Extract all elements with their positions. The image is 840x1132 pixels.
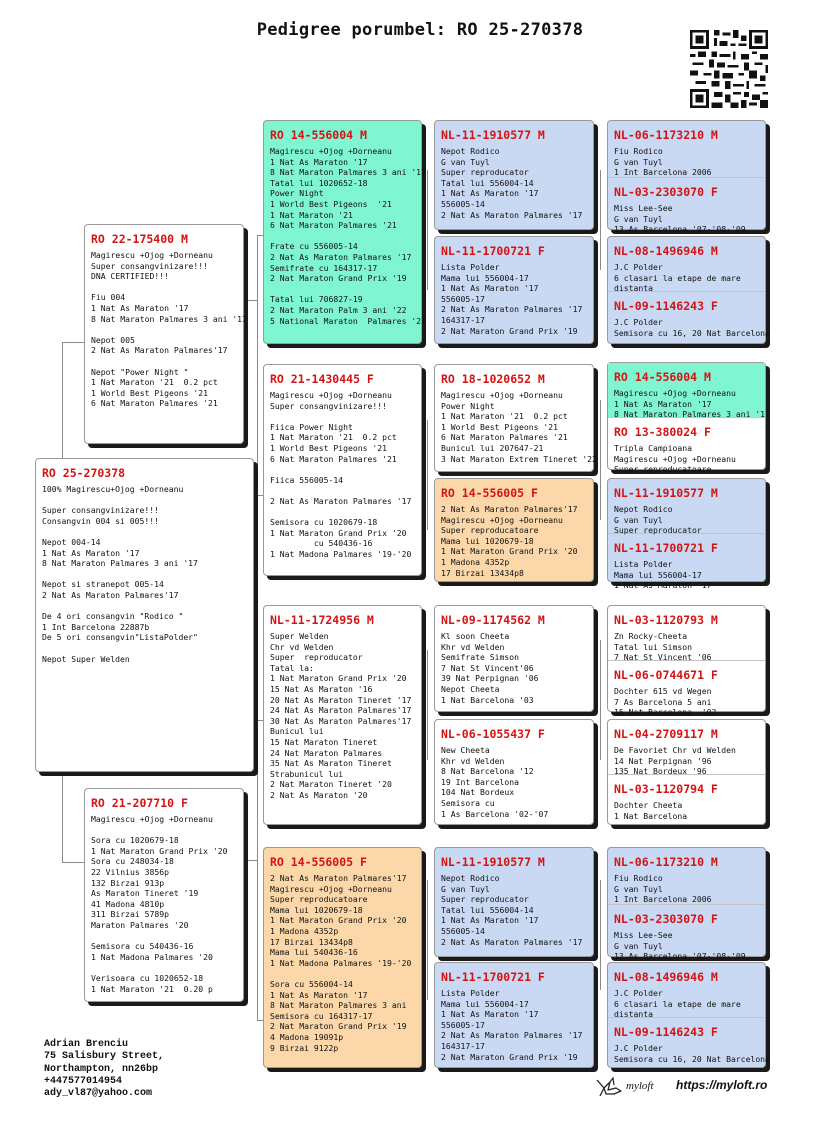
connector-line [244, 860, 257, 861]
owner-name: Adrian Brenciu [44, 1039, 129, 1050]
dam-card[interactable] [84, 788, 244, 1002]
description: Fiu Rodico G van Tuyl 1 Int Barcelona 2006 [614, 873, 712, 905]
description: De Favoriet Chr vd Welden 14 Nat Perpignan '96 135 Nat Bordeux '96 [614, 745, 736, 777]
connector-line [62, 772, 63, 862]
ring-id: NL-11-1910577 M [614, 486, 718, 500]
connector-line [427, 170, 428, 290]
ring-id: NL-11-1910577 M [441, 128, 545, 142]
great-grandparent-card[interactable] [434, 962, 594, 1068]
connector-line [244, 300, 257, 301]
ring-id: RO 14-556005 F [441, 486, 538, 500]
subject-ring-id: RO 25-270378 [42, 466, 126, 480]
description: Magirescu +Ojog +Dorneanu Power Night 1 Nat Maraton '21 0.2 pct 1 World Best Pigeons '21 6 Nat Maraton Palmares '21 Bunicul lui 207647-21 3 Nat Maraton Extrem Tineret '22 [441, 390, 597, 464]
ring-id: NL-11-1910577 M [441, 855, 545, 869]
ring-id: NL-06-1055437 F [441, 727, 545, 741]
website-link[interactable]: https://myloft.ro [676, 1078, 768, 1092]
description: Magirescu +Ojog +Dorneanu Super consangvinizare!!! Fiica Power Night 1 Nat Maraton '21 0.2 pct 1 World Best Pigeons '21 6 Nat Maraton Palmares '21 Fiica 556005-14 2 Nat As Maraton Palmares '17 Semisora cu 1020679-18 1 Nat Maraton Grand Prix '20 cu 540436-16 1 Nat Madona Palmares '19-'20 [270, 390, 412, 559]
description: Kl soon Cheeta Khr vd Welden Semifrate Simson 7 Nat St Vincent'06 39 Nat Perpignan '06 Nepot Cheeta 1 Nat Barcelona '03 [441, 631, 539, 705]
description: New Cheeta Khr vd Welden 8 Nat Barcelona '12 19 Int Barcelona 104 Nat Bordeux Semisora cu 1 As Barcelona '02-'07 [441, 745, 549, 819]
ring-id: RO 13-380024 F [614, 425, 711, 439]
description: Nepot Rodico G van Tuyl Super reproducator Tatal lui 556004-14 1 Nat As Maraton '17 556005-14 2 Nat As Maraton Palmares '17 [441, 146, 583, 220]
connector-line [427, 420, 428, 530]
description: Magirescu +Ojog +Dorneanu 1 Nat As Maraton '17 8 Nat Maraton Palmares 3 ani '17 Tatal lui 1020652-18 Power Night 1 World Best Pigeons '21 1 Nat Maraton '21 6 Nat Maraton Palmares '21 Frate cu 556005-14 2 Nat As Maraton Palmares '17 Semifrate cu 164317-17 2 Nat Maraton Grand Prix '19 Tatal lui 706827-19 2 Nat Maraton Palm 3 ani '22 5 National Maraton Palmares '21 [270, 146, 426, 326]
ring-id: NL-11-1700721 F [441, 970, 545, 984]
qr-code-icon[interactable] [690, 30, 768, 108]
description: 2 Nat As Maraton Palmares'17 Magirescu +Ojog +Dorneanu Super reproducatoare Mama lui 1020679-18 1 Nat Maraton Grand Prix '20 1 Madona 4352p 17 Birzai 13434p8 [441, 504, 578, 578]
great-grandparent-card[interactable] [434, 719, 594, 825]
great-grandparent-card[interactable] [434, 236, 594, 344]
description: J.C Polder 6 clasari la etape de mare distanta [614, 988, 741, 1020]
connector-line [600, 640, 601, 760]
connector-line [257, 235, 258, 495]
description: Lista Polder Mama lui 556004-17 1 Nat As Maraton '17 556005-17 2 Nat As Maraton Palmares '17 164317-17 2 Nat Maraton Grand Prix '19 [441, 988, 583, 1062]
subject-card[interactable] [35, 458, 254, 772]
description: Super Welden Chr vd Welden Super reproducator Tatal la: 1 Nat Maraton Grand Prix '20 15 Nat As Maraton '16 20 Nat As Maraton Tineret '17 24 Nat As Maraton Palmares'17 30 Nat As Maraton Palmares'17 Bunicul lui 15 Nat Maraton Tineret 24 Nat Maraton Palmares 35 Nat As Maraton Tineret Strabunicul lui 2 Nat Maraton Tineret '20 2 Nat As Maraton '20 [270, 631, 412, 800]
description: Fiu Rodico G van Tuyl 1 Int Barcelona 2006 [614, 146, 712, 178]
ring-id: NL-03-1120794 F [614, 782, 718, 796]
description: Lista Polder Mama lui 556004-17 1 Nat As Maraton '17 556005-17 2 Nat As Maraton Palmares '17 164317-17 2 Nat Maraton Grand Prix '19 [441, 262, 583, 336]
ring-id: NL-09-1146243 F [614, 1025, 718, 1039]
ring-id: NL-08-1496946 M [614, 244, 718, 258]
ring-id: NL-08-1496946 M [614, 970, 718, 984]
great-grandparent-card[interactable] [434, 605, 594, 712]
connector-line [427, 650, 428, 760]
ring-id: NL-09-1174562 M [441, 613, 545, 627]
gen4-pair-card[interactable] [607, 362, 770, 475]
dam-description: Magirescu +Ojog +Dorneanu Sora cu 1020679-18 1 Nat Maraton Grand Prix '20 Sora cu 248034-18 22 Vilnius 3856p 132 Birzai 913p As Maraton Tineret '19 41 Madona 4810p 311 Birzai 5789p Maraton Palmares '20 Semisora cu 540436-16 1 Nat Madona Palmares '20 Verisoara cu 1020652-18 1 Nat Maraton '21 0.20 p [91, 814, 228, 994]
description: Miss Lee-See G van Tuyl 13 As Barcelona '07-'08-'09 [614, 930, 746, 962]
gen4-pair-card[interactable] [607, 120, 766, 235]
owner-street: 75 Salisbury Street, [44, 1051, 165, 1063]
subject-description: 100% Magirescu+Ojog +Dorneanu Super consangvinizare!!! Consangvin 004 si 005!!! Nepot 004-14 1 Nat As Maraton '17 8 Nat Maraton Palmares 3 ani '17 Nepot si stranepot 005-14 2 Nat As Maraton Palmares'17 De 4 ori consangvin "Rodico " 1 Int Barcelona 22887b De 5 ori consangvin"ListaPolder" Nepot Super Welden [42, 484, 198, 664]
ring-id: RO 14-556004 M [270, 128, 367, 142]
ring-id: NL-03-2303070 F [614, 185, 718, 199]
gen4-pair-card[interactable] [607, 605, 766, 718]
connector-line [427, 880, 428, 1000]
grandparent-card[interactable] [263, 605, 422, 825]
sire-card[interactable] [84, 224, 247, 444]
ring-id: NL-03-1120793 M [614, 613, 718, 627]
ring-id: RO 18-1020652 M [441, 372, 545, 386]
description: 2 Nat As Maraton Palmares'17 Magirescu +Ojog +Dorneanu Super reproducatoare Mama lui 1020679-18 1 Nat Maraton Grand Prix '20 1 Madona 4352p 17 Birzai 13434p8 Mama lui 540436-16 1 Nat Madona Palmares '19-'20 Sora cu 556004-14 1 Nat As Maraton '17 8 Nat Maraton Palmares 3 ani Semisora cu 164317-17 2 Nat Maraton Grand Prix '19 4 Madona 19091p 9 Birzai 9122p [270, 873, 412, 1053]
ring-id: RO 14-556004 M [614, 370, 711, 384]
description: J.C Polder Semisora cu 16, 20 Nat Barcelona [614, 1043, 770, 1064]
gen4-pair-card[interactable] [607, 478, 766, 591]
connector-line [600, 170, 601, 270]
ring-id: RO 14-556005 F [270, 855, 367, 869]
ring-id: NL-11-1724956 M [270, 613, 374, 627]
gen4-pair-card[interactable] [607, 847, 766, 962]
grandparent-card[interactable] [263, 120, 426, 344]
connector-line [62, 862, 84, 863]
connector-line [62, 342, 84, 343]
description: Dochter 615 vd Wegen 7 As Barcelona 5 ani 15 Nat Barcelona '02 [614, 686, 717, 718]
connector-line [600, 880, 601, 990]
gen4-pair-card[interactable] [607, 719, 766, 825]
ring-id: NL-06-0744671 F [614, 668, 718, 682]
sire-description: Magirescu +Ojog +Dorneanu Super consangvinizare!!! DNA CERTIFIED!!! Fiu 004 1 Nat As Maraton '17 8 Nat Maraton Palmares 3 ani '17 Nepot 005 2 Nat As Maraton Palmares'17 Nepot "Power Night " 1 Nat Maraton '21 0.2 pct 1 World Best Pigeons '21 6 Nat Maraton Palmares '21 [91, 250, 247, 409]
description: Nepot Rodico G van Tuyl Super reproducator Tatal lui 556004-14 1 Nat As Maraton '17 556005-14 2 Nat As Maraton Palmares '17 [441, 873, 583, 947]
great-grandparent-card[interactable] [434, 478, 594, 582]
description: Nepot Rodico G van Tuyl Super reproducator [614, 504, 702, 536]
great-grandparent-card[interactable] [434, 120, 594, 230]
dam-ring-id: RO 21-207710 F [91, 796, 188, 810]
grandparent-card[interactable] [263, 364, 422, 576]
brand-name: myloft [626, 1080, 654, 1092]
ring-id: NL-11-1700721 F [441, 244, 545, 258]
connector-line [62, 342, 63, 459]
description: J.C Polder 6 clasari la etape de mare distanta [614, 262, 741, 294]
owner-email[interactable]: ady_vl87@yahoo.com [44, 1088, 153, 1100]
description: Dochter Cheeta 1 Nat Barcelona [614, 800, 688, 821]
gen4-pair-card[interactable] [607, 236, 770, 344]
ring-id: NL-03-2303070 F [614, 912, 718, 926]
page-title: Pedigree porumbel: RO 25-270378 [256, 20, 584, 40]
description: Miss Lee-See G van Tuyl 13 As Barcelona '07-'08-'09 [614, 203, 746, 235]
ring-id: NL-04-2709117 M [614, 727, 718, 741]
ring-id: NL-09-1146243 F [614, 299, 718, 313]
sire-ring-id: RO 22-175400 M [91, 232, 188, 246]
owner-phone[interactable]: +447577014954 [44, 1075, 123, 1087]
gen4-pair-card[interactable] [607, 962, 770, 1068]
ring-id: NL-06-1173210 M [614, 128, 718, 142]
description: Tripla Campioana Magirescu +Ojog +Dorneanu Super reproducatoare [614, 443, 736, 475]
ring-id: NL-06-1173210 M [614, 855, 718, 869]
grandparent-card[interactable] [263, 847, 422, 1068]
connector-line [257, 720, 258, 1020]
connector-line [600, 400, 601, 520]
ring-id: NL-11-1700721 F [614, 541, 718, 555]
description: Zn Rocky-Cheeta Tatal lui Simson 7 Nat St Vincent '06 [614, 631, 712, 663]
description: J.C Polder Semisora cu 16, 20 Nat Barcelona [614, 317, 770, 338]
description: Magirescu +Ojog +Dorneanu 1 Nat As Maraton '17 8 Nat Maraton Palmares 3 ani '17 [614, 388, 770, 420]
owner-city: Northampton, nn26bp [44, 1063, 159, 1075]
ring-id: RO 21-1430445 F [270, 372, 374, 386]
pigeon-logo-icon [594, 1076, 624, 1098]
description: Lista Polder Mama lui 556004-17 1 Nat As Maraton '17 [614, 559, 712, 591]
great-grandparent-card[interactable] [434, 847, 594, 957]
owner-contact [44, 1039, 164, 1100]
great-grandparent-card[interactable] [434, 364, 597, 472]
